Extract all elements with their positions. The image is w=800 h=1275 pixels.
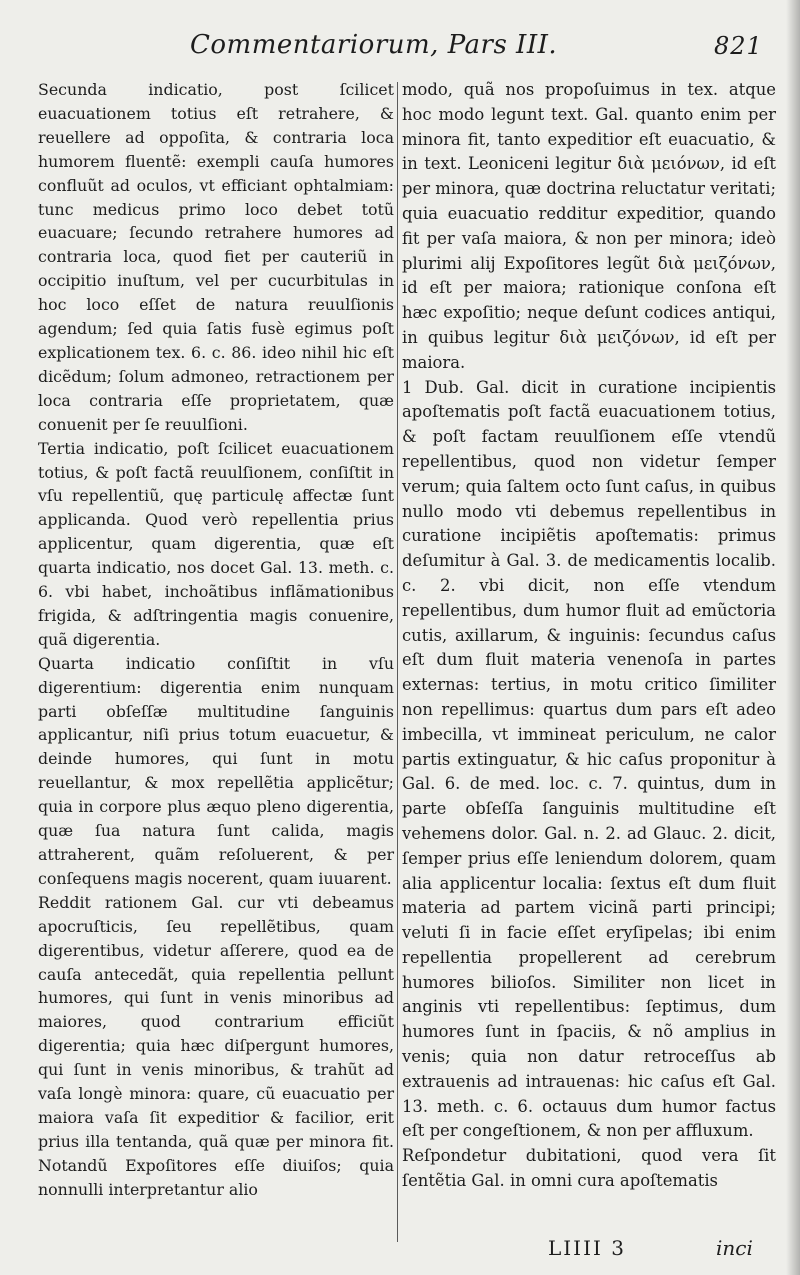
left-paragraph-4: Reddit rationem Gal. cur vti debeamus apocruſticis, ſeu repellẽtibus, quam digerentibus, videtur aſſerere, quod ea de cauſa antecedãt, quia repellentia pellunt humores, qui ſunt in venis minoribus ad maiores, quod contrarium efficiũt digerentia; quia hæc diſpergunt humores, qui ſunt in venis minoribus, & trahũt ad vaſa longè minora: quare, cũ euacuatio per maiora vaſa ſit expeditior & facilior, erit prius illa tentanda, quã quæ per minora fit. Notandũ Expoſitores eſſe diuiſos; quia nonnulli interpretantur alio — [38, 892, 394, 1199]
catchword: inci — [716, 1236, 753, 1260]
running-title: Commentariorum, Pars III. — [190, 30, 558, 60]
left-column — [38, 78, 394, 1202]
left-paragraph-1: Secunda indicatio, post ſcilicet euacuationem totius eſt retrahere, & reuellere ad oppoſita, & contraria loca humorem fluentẽ: exempli cauſa humores confluũt ad oculos, vt efficiant ophtalmiam: tunc medicus primo loco debet totũ euacuare; ſecundo retrahere humores ad contraria loca, quod fiet per cauteriũ in occipitio inuſtum, vel per cucurbitulas in hoc loco eſſet de natura reuulſionis agendum; ſed quia ſatis fusè egimus poſt explicationem tex. 6. c. 86. ideo nihil hic eſt dicẽdum; ſolum admoneo, retractionem per loca contraria eſſe proprietatem, quæ conuenit per ſe reuulſioni. — [38, 80, 394, 434]
page-edge-shadow — [786, 0, 800, 1275]
page-header — [0, 30, 800, 66]
right-paragraph-1: modo, quã nos propoſuimus in tex. atque hoc modo legunt text. Gal. quanto enim per minora fit, tanto expeditior eſt euacuatio, & in text. Leoniceni legitur διὰ μειόνων, id eſt per minora, quæ doctrina reluctatur veritati; quia euacuatio redditur expeditior, quando fit per vaſa maiora, & non per minora; ideò plurimi alij Expoſitores legũt διὰ μειζόνων, id eſt per maiora; rationique conſona eſt hæc expoſitio; neque deſunt codices antiqui, in quibus legitur διὰ μειζόνων, id eſt per maiora. — [402, 80, 776, 372]
column-divider — [397, 82, 398, 1242]
right-paragraph-2: 1 Dub. Gal. dicit in curatione incipientis apoſtematis poſt factã euacuationem totius, & poſt factam reuulſionem eſſe vtendũ repellentibus, quod non videtur ſemper verum; quia ſaltem octo ſunt caſus, in quibus nullo modo vti debemus repellentibus in curatione incipiẽtis apoſtematis: primus deſumitur à Gal. 3. de medicamentis localib. c. 2. vbi dicit, non eſſe vtendum repellentibus, dum humor fluit ad emũctoria cutis, axillarum, & inguinis: ſecundus caſus eſt dum fluit materia venenoſa in partes externas: tertius, in motu critico ſimiliter non repellimus: quartus dum pars eſt adeo imbecilla, vt immineat periculum, ne calor partis extinguatur, & hic caſus proponitur à Gal. 6. de med. loc. c. 7. quintus, dum in parte obſeſſa ſanguinis multitudine eſt vehemens dolor. Gal. n. 2. ad Glauc. 2. dicit, ſemper prius eſſe leniendum dolorem, quam alia applicentur localia: ſextus eſt dum fluit materia ad partem vicinã parti principi; veluti ſi in facie eſſet eryſipelas; ibi enim repellentia propellerent ad cerebrum humores bilioſos. Similiter non licet in anginis vti repellentibus: ſeptimus, dum humores ſunt in ſpaciis, & nõ amplius in venis; quia non datur retroceſſus ab extrauenis ad intrauenas: hic caſus eſt Gal. 13. meth. c. 6. octauus dum humor factus eſt per congeſtionem, & non per affluxum. — [402, 377, 776, 1141]
right-paragraph-3: Reſpondetur dubitationi, quod vera ſit ſentẽtia Gal. in omni cura apoſtematis — [402, 1146, 776, 1191]
page-footer — [0, 1236, 800, 1266]
signature-mark: LIIII 3 — [548, 1236, 626, 1260]
right-column — [402, 78, 776, 1194]
left-paragraph-3: Quarta indicatio conſiſtit in vſu digerentium: digerentia enim nunquam parti obſeſſæ multitudine ſanguinis applicantur, niſi prius totum euacuetur, & deinde humores, qui ſunt in motu reuellantur, & mox repellẽtia applicẽtur; quia in corpore plus æquo pleno digerentia, quæ ſua natura ſunt calida, magis attraherent, quãm reſoluerent, & per conſequens magis nocerent, quam iuuarent. — [38, 653, 394, 888]
left-paragraph-2: Tertia indicatio, poſt ſcilicet euacuationem totius, & poſt factã reuulſionem, conſiſtit in vſu repellentiũ, quę particulę affectæ ſunt applicanda. Quod verò repellentia prius applicentur, quam digerentia, quæ eſt quarta indicatio, nos docet Gal. 13. meth. c. 6. vbi habet, inchoãtibus inflãmationibus frigida, & adſtringentia magis conuenire, quã digerentia. — [38, 438, 394, 649]
page-number: 821 — [714, 32, 763, 60]
